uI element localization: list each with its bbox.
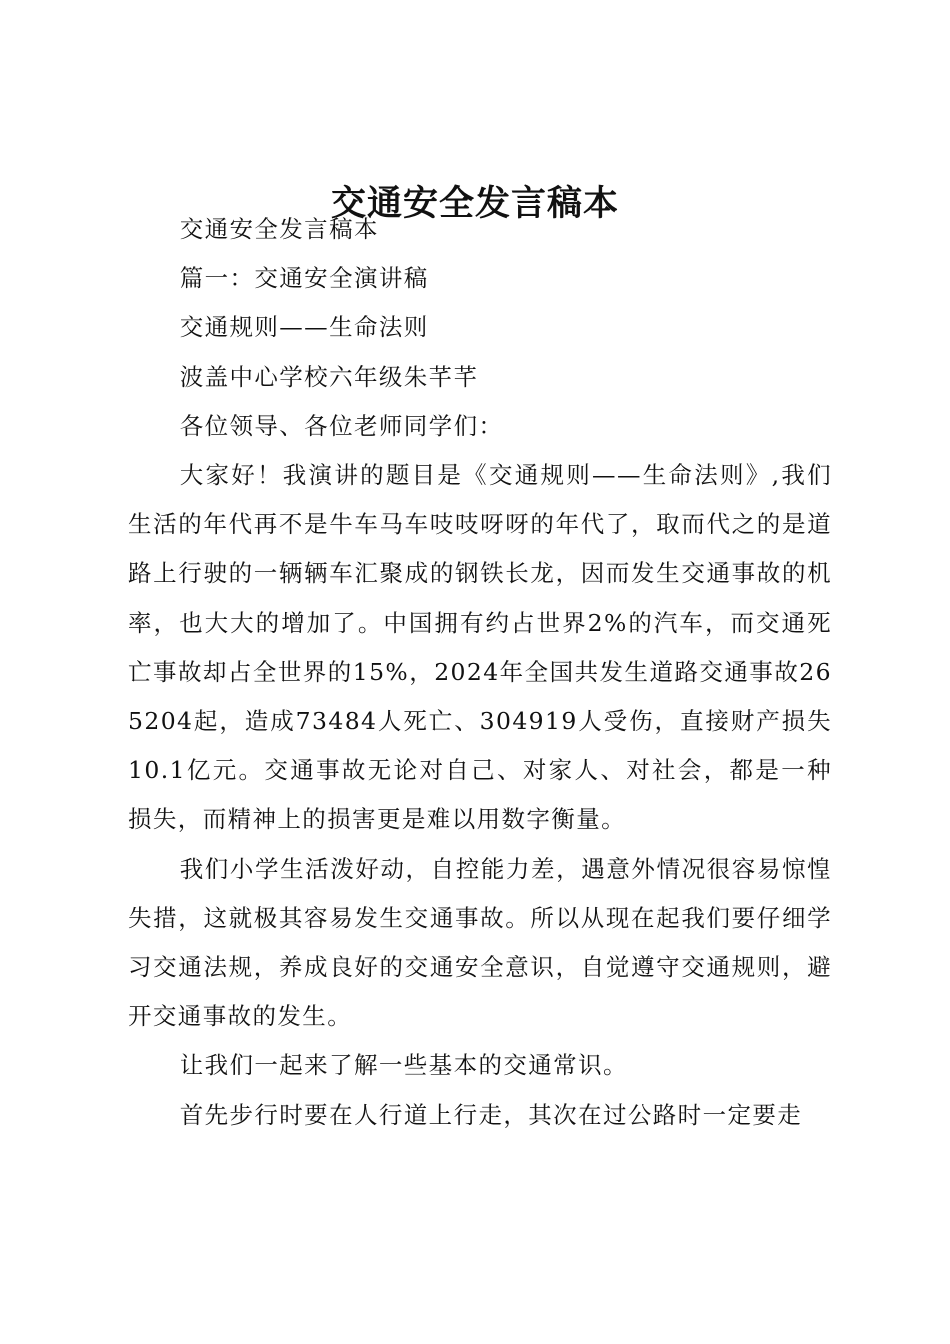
paragraph-author: 波盖中心学校六年级朱芊芊 [179,362,479,391]
paragraph-body: 我们小学生活泼好动，自控能力差，遇意外情况很容易惊惶失措，这就极其容易发生交通事故。所以从现在起我们要仔细学习交通法规，养成良好的交通安全意识，自觉遵守交通规则，避开交通事故的发生。 [128,854,832,1031]
paragraph-heading: 交通安全发言稿本 [179,215,379,243]
document-title: 交通安全发言稿本 [330,183,619,224]
paragraph-greeting: 各位领导、各位老师同学们： [179,411,504,440]
paragraph-body: 大家好！我演讲的题目是《交通规则——生命法则》,我们生活的年代再不是牛车马车吱吱呀呀的年代了，取而代之的是道路上行驶的一辆辆车汇聚成的钢铁长龙，因而发生交通事故的机率，也大大的增加了。中国拥有约占世界2%的汽车，而交通死亡事故却占全世界的15%，2024年全国共发生道路交通事故265204起，造成73484人死亡、304919人受伤，直接财产损失10.1亿元。交通事故无论对自己、对家人、对社会，都是一种损失，而精神上的损害更是难以用数字衡量。 [128,461,832,834]
paragraph-section-title: 篇一：交通安全演讲稿 [179,264,429,293]
paragraph-body: 让我们一起来了解一些基本的交通常识。 [179,1051,628,1080]
paragraph-body: 首先步行时要在人行道上行走，其次在过公路时一定要走 [179,1100,803,1129]
paragraph-speech-title: 交通规则——生命法则 [179,313,429,342]
document-body [128,205,832,1140]
